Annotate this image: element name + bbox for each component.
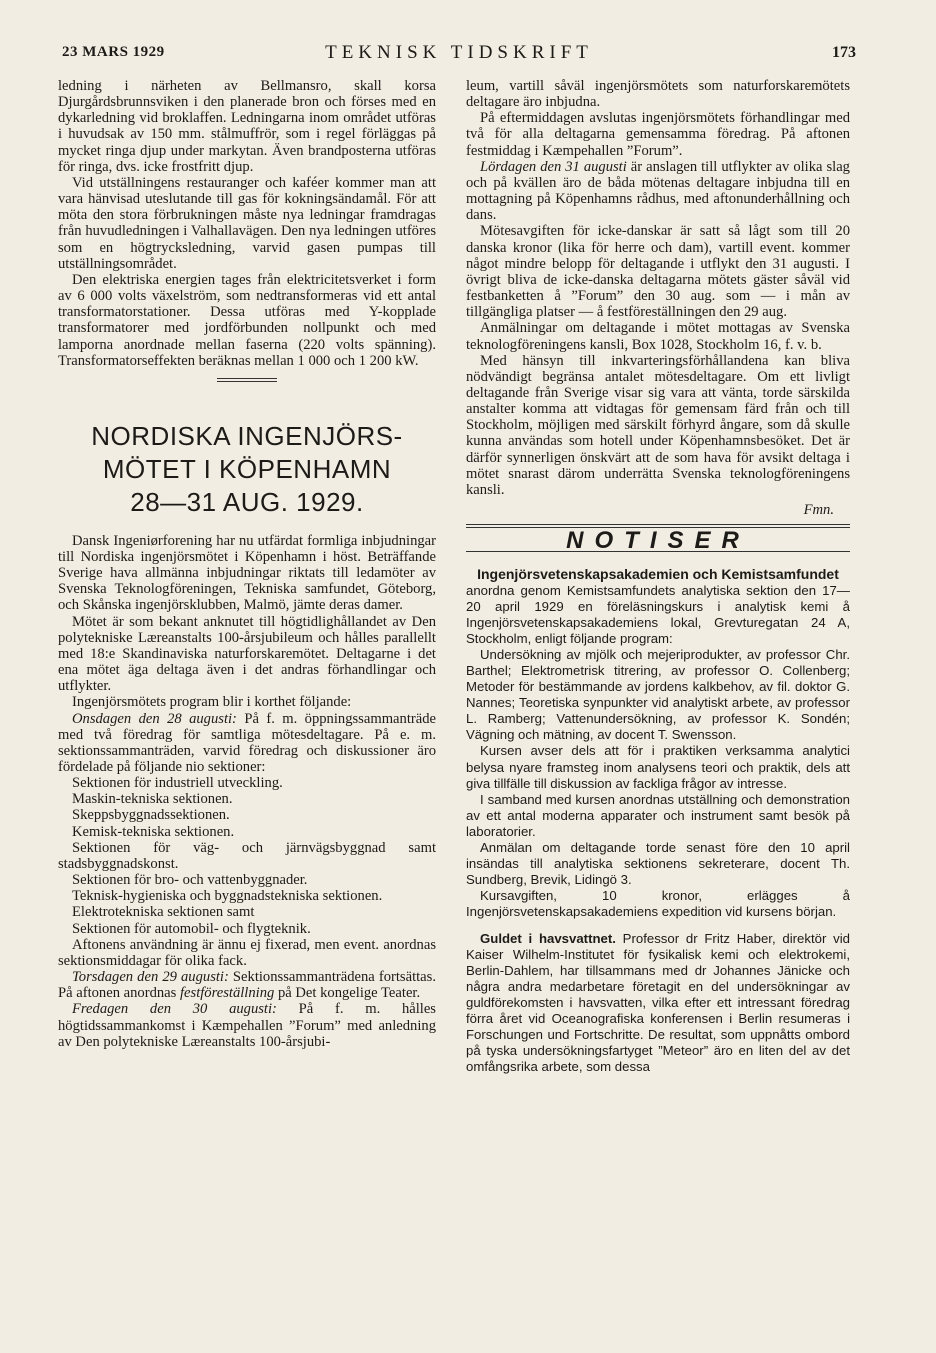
day-label: Fredagen den 30 augusti:	[72, 1001, 277, 1018]
paragraph: leum, vartill såväl ingenjörsmötets som naturforskaremötets deltagare äro inbjudna.	[466, 78, 850, 111]
day-label: Lördagen den 31 augusti	[480, 158, 627, 175]
section-item: Sektionen för industriell utveckling.	[72, 775, 283, 792]
section-item: Maskin-tekniska sektionen.	[72, 791, 233, 808]
issue-date: 23 MARS 1929	[62, 44, 165, 60]
day-label: Torsdagen den 29 augusti:	[72, 969, 229, 986]
section-title: NOTISER	[566, 527, 750, 555]
section-item: Sektionen för automobil- och flygteknik.	[72, 920, 311, 937]
paragraph: Aftonens användning är ännu ej fixerad, men event. anordnas sektionsmiddagar för olika fack.	[58, 936, 436, 969]
heading-line: MÖTET I KÖPENHAMN	[102, 453, 392, 484]
paragraph: Kursavgiften, 10 kronor, erlägges å Ingenjörsvetenskapsakademiens expedition vid kursens början.	[466, 888, 850, 920]
paragraph: Anmälan om deltagande torde senast före den 10 april insändas till analytiska sektionens sekreterare, docent Th. Sundberg, Brevik, Lidingö 3.	[466, 840, 850, 888]
section-item: Skeppsbyggnadssektionen.	[72, 807, 230, 824]
paragraph	[58, 969, 436, 1001]
page-header	[62, 42, 856, 66]
paragraph: På eftermiddagen avslutas ingenjörsmötets förhandlingar med två för alla deltagarna gemensamma föredrag. På aftonen festmiddag i Kæmpehallen ”Forum”.	[466, 110, 850, 159]
paragraph: anordna genom Kemistsamfundets analytiska sektion den 17—20 april 1929 en föreläsningskurs i analytisk kemi å Ingenjörsvetenskapsakademiens lokal, Grevturegatan 24 A, Stockholm, enligt följande program:	[466, 582, 850, 646]
spacer	[466, 921, 850, 931]
paragraph-text: på Det kongelige Teater.	[274, 985, 421, 1002]
paragraph-text: är anslagen till utflykter av olika slag och på kvällen äro de båda mötenas deltagare inbjudna till en mottagning på Köpenhamns rådhus, med aftonunderhållning och dans.	[466, 158, 850, 224]
journal-title: TEKNISK TIDSKRIFT	[325, 42, 593, 63]
paragraph: ledning i närheten av Bellmansro, skall korsa Djurgårdsbrunnsviken i den planerade bron och förses med en dykarledning vid broklaffen. Ledningarna inom området utföras i huvudsak av 150 mm. stålmuffrör, som i regel förläggas på mycket ringa djup under markytan. Även brandposterna utföras för ringa, dvs. icke frostfritt djup.	[58, 78, 436, 175]
paragraph: Kursen avser dels att för i praktiken verksamma analytici belysa nyare framsteg inom analysens teori och praktik, dels att giva tillfälle till diskussion av fackliga frågor av intresse.	[466, 743, 850, 791]
notice-runin-title: Guldet i havsvattnet.	[480, 930, 616, 946]
article-heading	[58, 420, 436, 519]
paragraph	[58, 711, 436, 776]
separator-rule	[217, 378, 277, 382]
paragraph-text: Professor dr Fritz Haber, direktör vid Kaiser Wilhelm-Institutet för fysikalisk kemi och elektrokemi, Berlin-Dahlem, har tillsammans med dr Johannes Jänicke och några andra medarbetare företagit en del undersökningar av guldförekomsten i havsvatten, vilka efter ett intressant föredrag förra året vid Oceanografiska konferensen i Berlin resumeras i Forschungen und Fortschritte. De resultat, som uppnåtts ombord på tyska undersökningsfartyget ”Meteor” äro en liten del av det omfångsrika arbete, som dessa	[466, 930, 850, 1075]
right-column	[466, 78, 850, 1075]
signature: Fmn.	[803, 502, 834, 519]
heading-line: NORDISKA INGENJÖRS-	[91, 420, 403, 451]
paragraph: Undersökning av mjölk och mejeriprodukter, av professor Chr. Barthel; Elektrometrisk titrering, av professor O. Collenberg; Metoder för bestämmande av jordens kalkbehov, av fil. doktor G. Nannes; Teoretiska synpunkter vid analytiskt arbete, av professor L. Ramberg; Vattenundersökning, av professor K. Sondén; Vägning och mätning, av docent T. Swensson.	[466, 646, 850, 743]
paragraph: I samband med kursen anordnas utställning och demonstration av ett antal moderna apparater och instrument samt besök på laboratorier.	[466, 791, 850, 839]
paragraph: Anmälningar om deltagande i mötet mottagas av Svenska teknologföreningens kansli, Box 1028, Stockholm 16, f. v. b.	[466, 320, 850, 353]
section-item: Sektionen för väg- och järnvägsbyggnad samt stadsbyggnadskonst.	[58, 839, 436, 872]
paragraph: Dansk Ingeniørforening har nu utfärdat formliga inbjudningar till Nordiska ingenjörsmötet i Köpenhamn i höst. Beträffande Sverige hava allmänna inbjudningar riktats till ledamöter av Svenska Teknologföreningen, Tekniska samfundet, Göteborg, och Skånska ingenjörsklubben, Malmö, jämte deras damer.	[58, 532, 436, 614]
paragraph: Den elektriska energien tages från elektricitetsverket i form av 6 000 volts växelström, som nedtransformeras vid ett antal transformatorstationer. Dessa utföras med Y-kopplade transformatorer med jordförbunden nollpunkt och med lamporna anordnade mellan faserna (220 volts spänning). Transformatorseffekten beräknas mellan 1 000 och 1 200 kW.	[58, 271, 436, 369]
notice-heading: Ingenjörsvetenskapsakademien och Kemistsamfundet	[477, 566, 839, 583]
section-item: Sektionen för bro- och vattenbyggnader.	[72, 872, 308, 889]
left-column	[58, 78, 436, 1050]
paragraph: Mötesavgiften för icke-danskar är satt så lågt som till 20 danska kronor (lika för herre och dam), vartill event. kommer något mindre belopp för deltagande i utflykt den 31 augusti. I övrigt bliva de icke-danska deltagarna mötets gäster såväl vid festbanketten å ”Forum” den 30 aug. som — i mån av tillgängliga platser — å festföreställningen den 29 aug.	[466, 223, 850, 321]
paragraph-text: På f. m. hålles högtidssammankomst i Kæmpehallen ”Forum” med anledning av Den polytekniske Læreanstalts 100-årsjubi-	[58, 1001, 436, 1050]
paragraph: Med hänsyn till inkvarteringsförhållandena kan bliva nödvändigt begränsa antalet mötesdeltagare. Om ett livligt deltagande från Sverige visar sig vara att vänta, torde särskilda anstalter komma att vidtagas för gemensam färd från och till Stockholm, möjligen med särskilt förhyrd ångare, som då skulle kunna användas som hotell under Köpenhamnsbesöket. Det är därför synnerligen önskvärt att de som hava för avsikt deltaga i mötet snarast därom underrätta Svenska teknologföreningens kansli.	[466, 352, 850, 498]
paragraph: Vid utställningens restauranger och kaféer kommer man att vara hänvisad uteslutande till gas för kokningsändamål. För att möta den stora förbrukningen måste nya ledningar framdragas från huvudledningen i Valhallavägen. Den nya ledningen utföres som en högtrycksledning, varvid gasen pumpas till utställningsområdet.	[58, 174, 436, 272]
paragraph	[58, 1001, 436, 1049]
page-number: 173	[832, 44, 856, 61]
paragraph	[466, 931, 850, 1076]
paragraph	[466, 159, 850, 224]
section-item: Kemisk-tekniska sektionen.	[72, 823, 235, 840]
emphasis: festföreställning	[179, 985, 275, 1002]
day-label: Onsdagen den 28 augusti:	[72, 710, 237, 727]
heading-line: 28—31 AUG. 1929.	[130, 486, 364, 517]
paragraph: Ingenjörsmötets program blir i korthet följande:	[72, 694, 352, 711]
section-item: Teknisk-hygieniska och byggnadstekniska sektionen.	[72, 888, 383, 905]
paragraph-text: På f. m. öppningssammanträde med två föredrag för samtliga mötesdeltagare. På e. m. sektionssammanträden, varvid föredrag och diskussioner äro fördelade på följande nio sektioner:	[58, 710, 436, 775]
section-item: Elektrotekniska sektionen samt	[72, 904, 255, 921]
paragraph: Mötet är som bekant anknutet till högtidlighållandet av Den polytekniske Læreanstalts 100-årsjubileum och hålles parallellt med 18:e Skandinaviska naturforskaremötet. Deltagarne i det ena mötet äga deltaga även i det andras förhandlingar och utflykter.	[58, 613, 436, 695]
paragraph-text: Sektionssammanträdena fortsättas. På aftonen anordnas	[58, 969, 436, 1002]
